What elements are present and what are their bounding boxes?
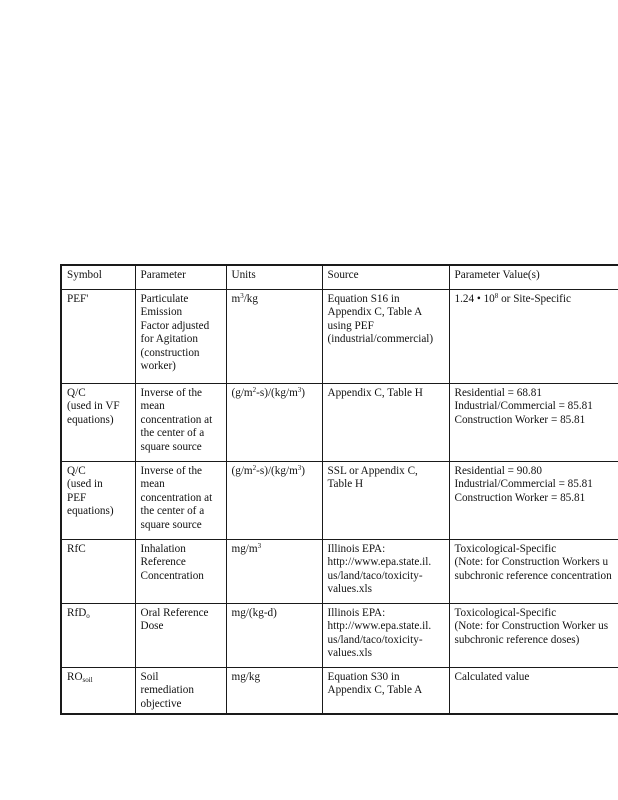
symbol-subscript: soil [82,676,93,684]
units-cell [226,384,322,462]
table-row [61,604,618,668]
source-line: (industrial/commercial) [327,333,434,346]
parameter-cell [135,462,226,540]
units-superscript: 3 [297,386,302,394]
value-cell [449,604,618,668]
symbol-cell [61,462,135,540]
parameter-line: square source [140,518,202,531]
symbol-text: RfD [67,607,87,619]
units-text: (g/m [231,387,253,399]
symbol-line: Q/C [67,465,86,477]
units-text: /kg [243,293,258,305]
source-line: us/land/taco/toxicity- [327,569,423,582]
source-cell [322,462,449,540]
parameter-line: the center of a [140,427,205,440]
units-text: mg/(kg-d) [231,607,277,619]
source-cell [322,668,449,715]
parameter-line: worker) [140,360,176,373]
parameter-line: concentration at [140,413,213,426]
parameter-cell [135,384,226,462]
header-symbol: Symbol [61,265,135,290]
parameter-cell [135,290,226,384]
units-superscript: 3 [240,292,244,300]
header-parameter: Parameter [135,265,226,290]
units-text: -s)/(kg/m [256,465,298,477]
units-text: -s)/(kg/m [256,387,298,399]
symbol-line: equations) [67,505,114,518]
source-line: http://www.epa.state.il. [327,620,432,633]
parameter-cell [135,540,226,604]
symbol-subscript: o [86,612,90,620]
parameter-line: Factor adjusted [140,319,210,332]
source-cell [322,604,449,668]
header-units: Units [226,265,322,290]
value-line: subchronic reference doses) [454,633,580,646]
symbol-cell [61,604,135,668]
units-text: mg/m [231,543,258,555]
source-line: Table H [327,478,364,491]
source-line: us/land/taco/toxicity- [327,633,423,646]
value-cell [449,668,618,715]
value-line: Calculated value [454,671,530,683]
parameter-line: Inverse of the [140,387,203,399]
value-line: Industrial/Commercial = 85.81 [454,400,593,413]
symbol-line: equations) [67,413,114,426]
value-line: (Note: for Construction Worker us [454,620,609,633]
parameter-line: remediation [140,684,194,697]
parameter-line: Reference [140,556,186,569]
symbol-cell [61,384,135,462]
parameter-line: Inverse of the [140,465,203,477]
parameter-line: mean [140,400,165,413]
parameter-cell [135,668,226,715]
symbol-text: RO [67,671,83,683]
units-text: m [231,293,241,305]
units-superscript: 3 [297,464,302,472]
source-cell [322,384,449,462]
value-text: 1.24 • 10 [454,293,495,305]
symbol-cell [61,290,135,384]
source-line: Illinois EPA: [327,543,386,555]
parameter-table [60,264,618,715]
parameter-line: objective [140,697,182,710]
symbol-line: (used in [67,478,103,491]
units-cell [226,668,322,715]
symbol-text: PEF' [67,293,89,305]
parameter-cell [135,604,226,668]
parameter-line: the center of a [140,505,205,518]
source-line: values.xls [327,647,372,660]
source-line: using PEF [327,319,374,332]
units-cell [226,540,322,604]
source-line: SSL or Appendix C, [327,465,418,477]
source-line: http://www.epa.state.il. [327,556,432,569]
value-line: Industrial/Commercial = 85.81 [454,478,593,491]
parameter-line: Inhalation [140,543,186,555]
value-line: Toxicological-Specific [454,607,557,619]
header-source: Source [322,265,449,290]
symbol-cell [61,540,135,604]
symbol-line: Q/C [67,387,86,399]
table-row [61,290,618,384]
table-header-row [61,265,618,290]
value-line: Residential = 68.81 [454,387,542,399]
source-cell [322,540,449,604]
parameter-line: Soil [140,671,159,683]
parameter-line: Oral Reference [140,607,209,619]
units-text: (g/m [231,465,253,477]
parameter-line: concentration at [140,491,213,504]
units-cell [226,290,322,384]
units-cell [226,462,322,540]
table-row [61,462,618,540]
source-cell [322,290,449,384]
source-line: Equation S16 in [327,293,400,305]
parameter-line: square source [140,440,202,453]
units-superscript: 2 [252,464,257,472]
symbol-line: PEF [67,491,87,504]
source-line: Equation S30 in [327,671,400,683]
source-line: Appendix C, Table H [327,387,423,399]
symbol-line: (used in VF [67,400,120,413]
source-line: Appendix C, Table A [327,684,423,697]
value-line: Residential = 90.80 [454,465,542,477]
value-line: Toxicological-Specific [454,543,557,555]
value-line: Construction Worker = 85.81 [454,413,586,426]
table-row [61,384,618,462]
source-line: values.xls [327,583,372,596]
parameter-line: Particulate [140,293,189,305]
parameter-line: Concentration [140,569,204,582]
value-superscript: 8 [494,292,499,300]
header-parameter-values: Parameter Value(s) [449,265,618,290]
parameter-line: mean [140,478,165,491]
units-text: ) [301,387,306,399]
units-superscript: 2 [252,386,257,394]
source-line: Appendix C, Table A [327,306,423,319]
value-cell [449,384,618,462]
source-line: Illinois EPA: [327,607,386,619]
table-row [61,540,618,604]
value-line: (Note: for Construction Workers u [454,556,609,569]
symbol-text: RfC [67,543,86,555]
value-cell [449,290,618,384]
parameter-line: Emission [140,306,183,319]
symbol-cell [61,668,135,715]
units-text: ) [301,465,306,477]
value-cell [449,462,618,540]
parameter-line: for Agitation [140,333,198,346]
value-text: or Site-Specific [498,293,571,305]
units-superscript: 3 [257,542,262,550]
units-cell [226,604,322,668]
table-row [61,668,618,715]
value-line: subchronic reference concentration [454,569,612,582]
parameter-line: (construction [140,346,200,359]
value-cell [449,540,618,604]
parameter-line: Dose [140,620,164,633]
units-text: mg/kg [231,671,261,683]
value-line: Construction Worker = 85.81 [454,491,586,504]
